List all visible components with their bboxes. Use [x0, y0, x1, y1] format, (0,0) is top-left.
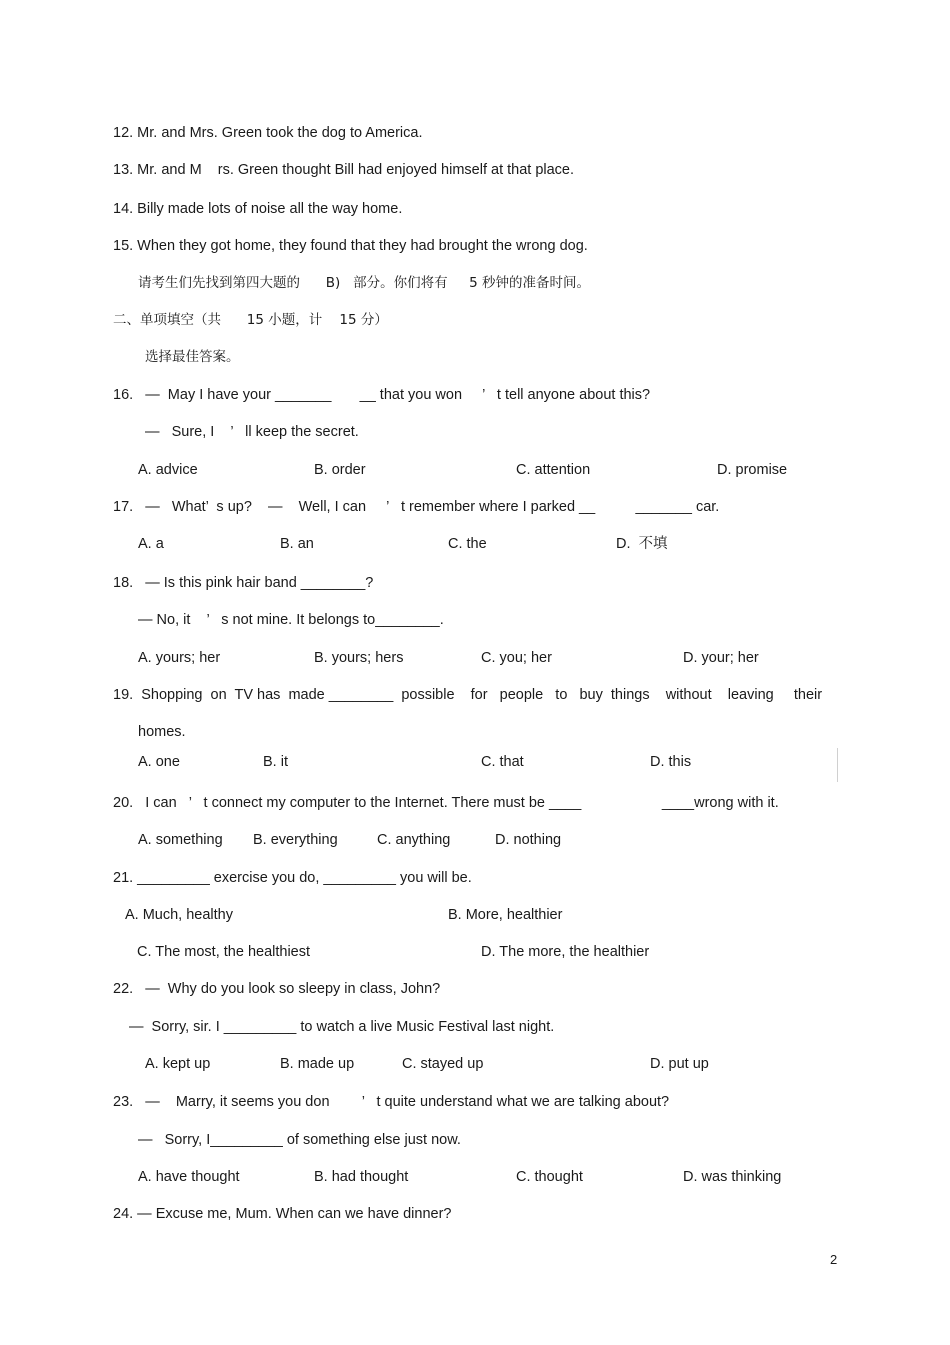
question-23: 23. — Marry, it seems you don ’ t quite understand what we are talking about? [113, 1094, 670, 1110]
question-23-reply: — Sorry, I_________ of something else just now. [138, 1132, 461, 1148]
question-18: 18. — Is this pink hair band ________? [113, 575, 374, 591]
option-23-b: B. had thought [314, 1169, 409, 1185]
option-22-b: B. made up [280, 1056, 355, 1072]
option-19-c: C. that [481, 754, 524, 770]
option-16-a: A. advice [138, 462, 198, 478]
option-23-a: A. have thought [138, 1169, 240, 1185]
statement-15: 15. When they got home, they found that they had brought the wrong dog. [113, 238, 588, 254]
question-17: 17. — What’ s up? — Well, I can ’ t remember where I parked __ _______ car. [113, 499, 720, 515]
option-22-d: D. put up [650, 1056, 709, 1072]
option-17-c: C. the [448, 536, 487, 552]
option-22-a: A. kept up [145, 1056, 211, 1072]
option-23-d: D. was thinking [683, 1169, 782, 1185]
section-heading: 二、单项填空（共 15 小题，计 15 分） [113, 312, 388, 328]
statement-12: 12. Mr. and Mrs. Green took the dog to America. [113, 125, 423, 141]
question-20: 20. I can ’ t connect my computer to the Internet. There must be ____ ____wrong with it. [113, 795, 779, 811]
option-21-c: C. The most, the healthiest [137, 944, 311, 960]
option-23-c: C. thought [516, 1169, 583, 1185]
option-21-b: B. More, healthier [448, 907, 563, 923]
question-19-continued: homes. [138, 724, 186, 740]
option-18-c: C. you; her [481, 650, 552, 666]
option-17-a: A. a [138, 536, 164, 552]
instruction-part-b: 请考生们先找到第四大题的 B) 部分。你们将有 5 秒钟的准备时间。 [138, 275, 590, 291]
question-19: 19. Shopping on TV has made ________ possible for people to buy things without leaving their [113, 687, 823, 703]
option-21-a: A. Much, healthy [125, 907, 233, 923]
option-18-d: D. your; her [683, 650, 759, 666]
option-16-b: B. order [314, 462, 366, 478]
option-20-b: B. everything [253, 832, 338, 848]
question-22-reply: — Sorry, sir. I _________ to watch a live Music Festival last night. [129, 1019, 555, 1035]
section-instruction: 选择最佳答案。 [145, 349, 240, 365]
option-18-b: B. yours; hers [314, 650, 404, 666]
option-16-d: D. promise [717, 462, 788, 478]
statement-14: 14. Billy made lots of noise all the way home. [113, 201, 403, 217]
option-19-b: B. it [263, 754, 288, 770]
option-17-b: B. an [280, 536, 314, 552]
question-22: 22. — Why do you look so sleepy in class, John? [113, 981, 441, 997]
option-20-d: D. nothing [495, 832, 562, 848]
option-21-d: D. The more, the healthier [481, 944, 650, 960]
question-16: 16. — May I have your _______ __ that you won ’ t tell anyone about this? [113, 387, 651, 403]
option-19-a: A. one [138, 754, 180, 770]
option-16-c: C. attention [516, 462, 591, 478]
option-20-c: C. anything [377, 832, 451, 848]
margin-mark [837, 748, 838, 782]
question-16-reply: — Sure, I ’ ll keep the secret. [145, 424, 359, 440]
option-20-a: A. something [138, 832, 223, 848]
question-24: 24. — Excuse me, Mum. When can we have dinner? [113, 1206, 452, 1222]
option-17-d: D. 不填 [616, 536, 668, 552]
question-18-reply: — No, it ’ s not mine. It belongs to________. [138, 612, 444, 628]
option-22-c: C. stayed up [402, 1056, 484, 1072]
option-19-d: D. this [650, 754, 692, 770]
statement-13: 13. Mr. and M rs. Green thought Bill had enjoyed himself at that place. [113, 162, 575, 178]
page-number: 2 [830, 1252, 838, 1267]
option-18-a: A. yours; her [138, 650, 221, 666]
question-21: 21. _________ exercise you do, _________ you will be. [113, 870, 472, 886]
